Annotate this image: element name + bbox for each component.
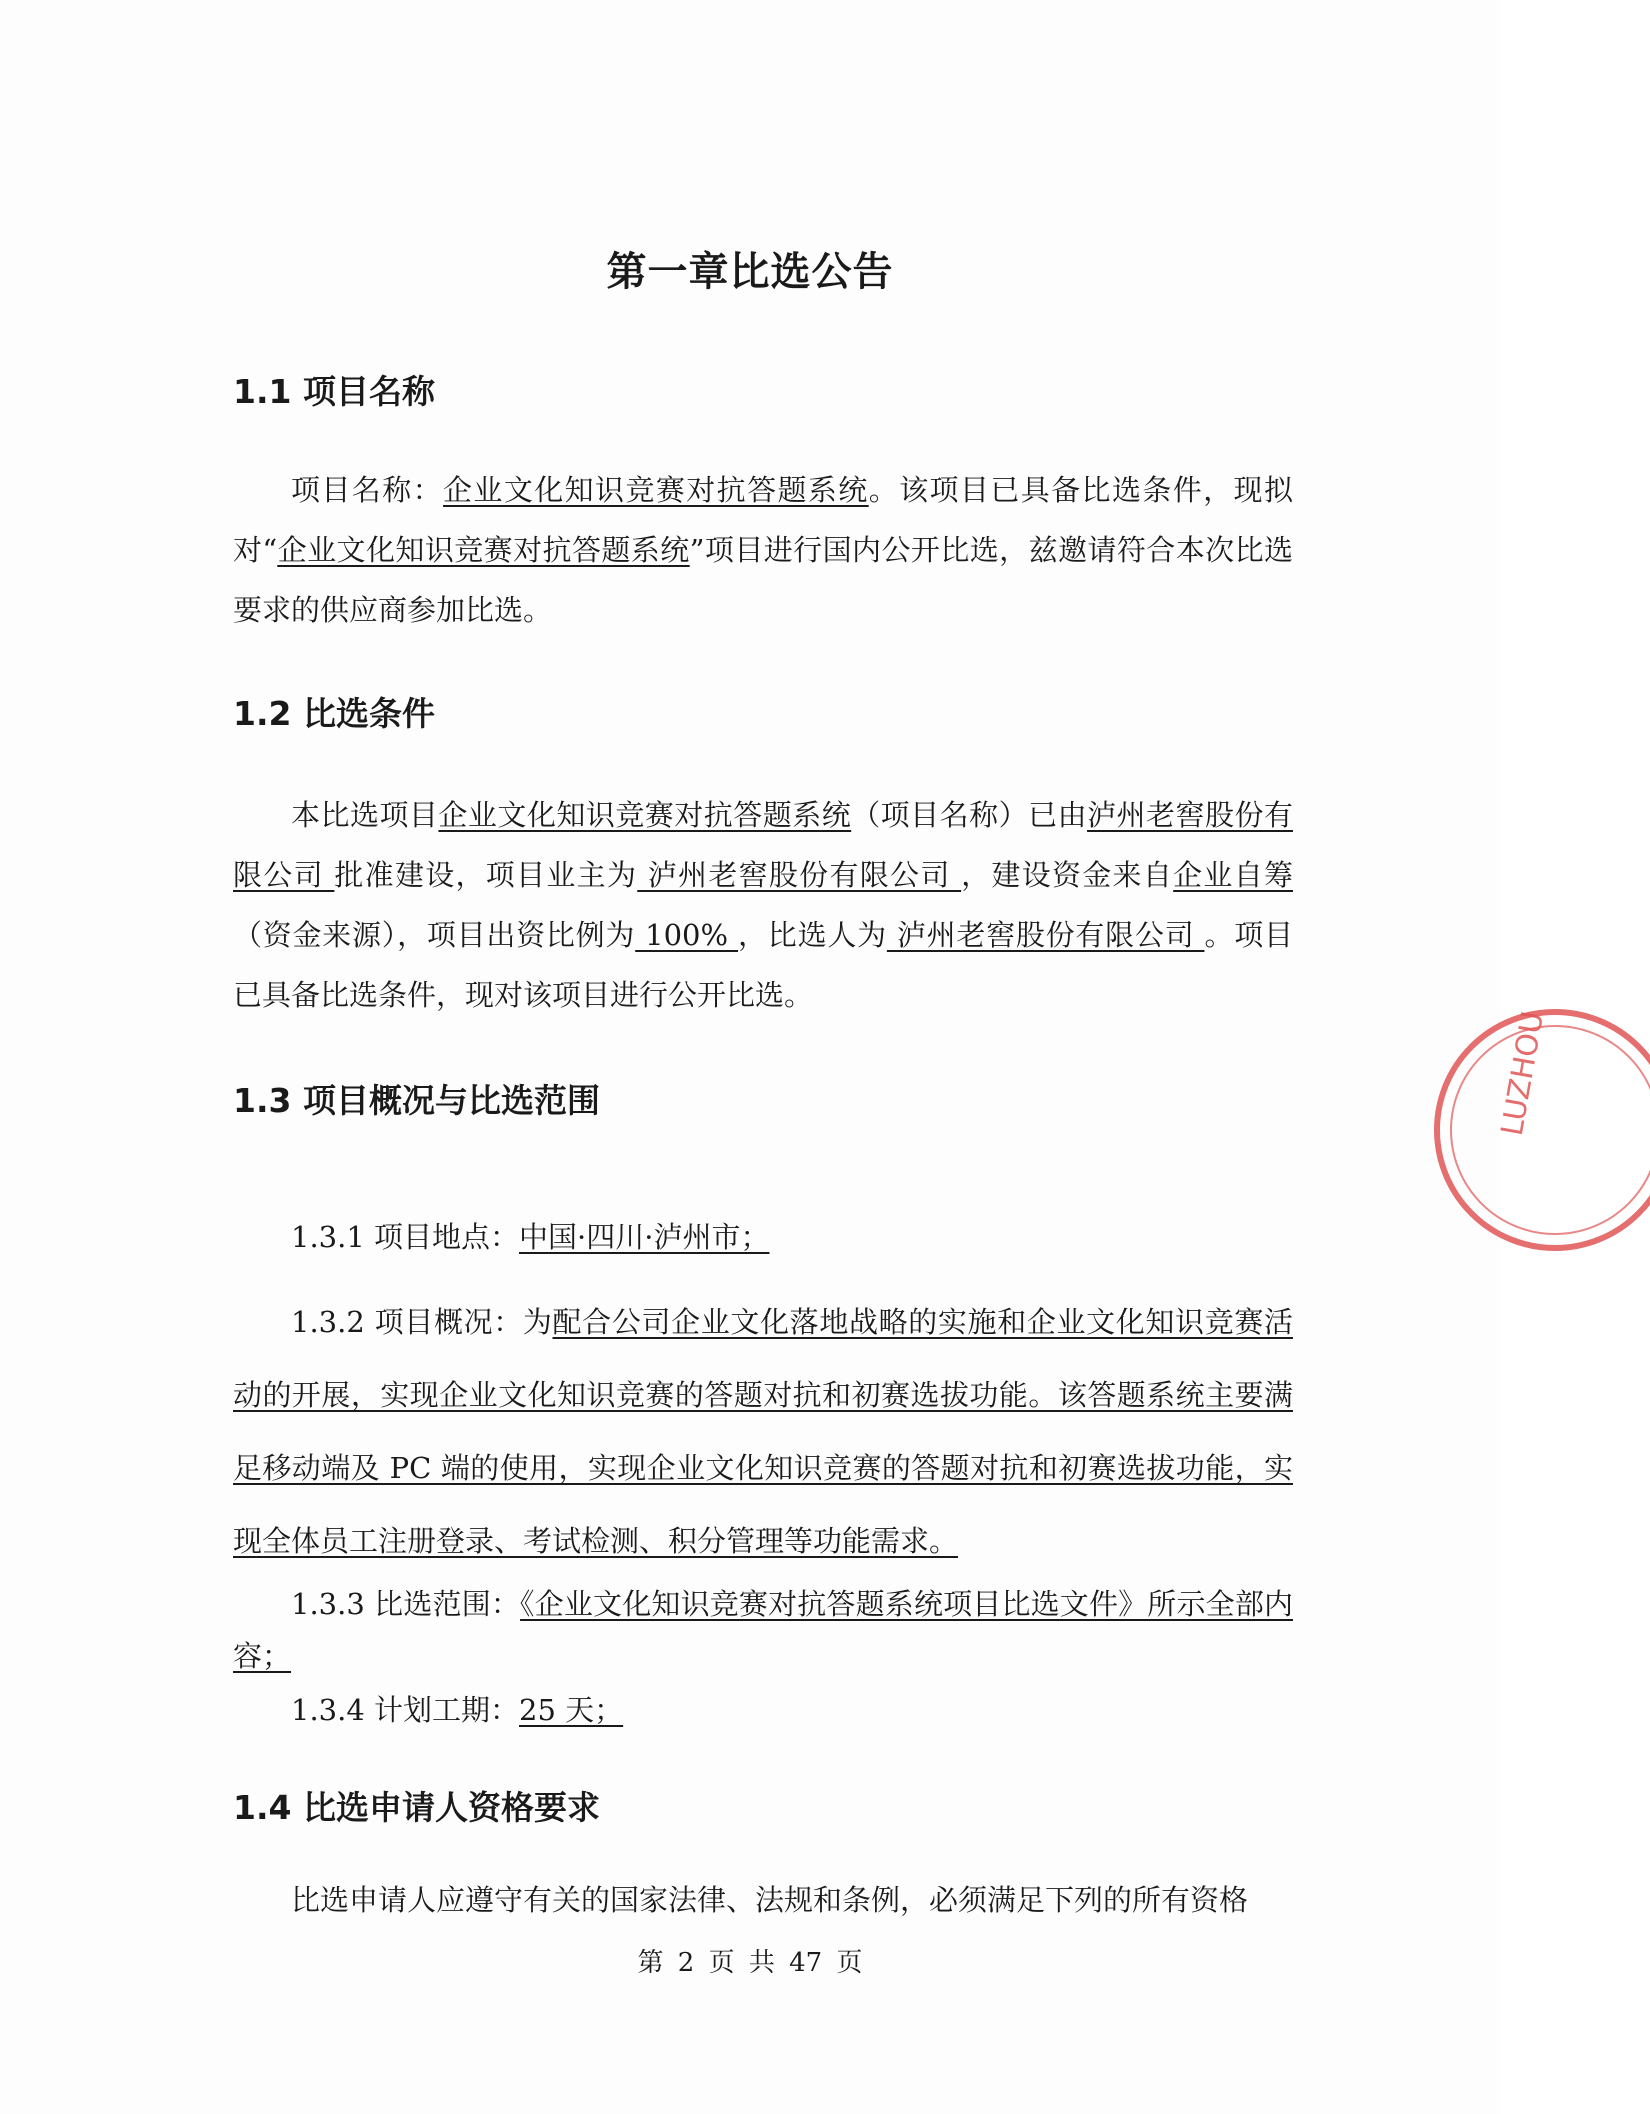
section-1-3-body	[233, 1212, 1293, 1738]
text: 1.3.3 比选范围：	[291, 1587, 521, 1621]
text: ，建设资金来自	[961, 858, 1174, 892]
text: 1.3.2 项目概况：为	[291, 1305, 553, 1339]
project-name-paragraph	[233, 460, 1293, 640]
text: 1.3.4 计划工期：	[291, 1693, 520, 1727]
project-name-value: 企业文化知识竞赛对抗答题系统	[438, 798, 852, 832]
svg-text:LUZHOU: LUZHOU	[1494, 1008, 1552, 1139]
text: 1.3.1 项目地点：	[291, 1220, 520, 1254]
text: （资金来源），项目出资比例为	[233, 918, 636, 952]
overview-value: 配合公司企业文化落地战略的实施和企业文化知识竞赛活动的开展，实现企业文化知识竞赛的答题对抗和初赛选拔功能。该答题系统主要满足移动端及 PC 端的使用，实现企业文化知识竞赛的答题对抗和初赛选拔功能，实现全体员工注册登录、考试检测、积分管理等功能需求。	[233, 1305, 1293, 1558]
funding-source-value: 企业自筹	[1173, 858, 1293, 892]
section-1-4-body	[233, 1875, 1293, 1925]
owner-value: 泸州老窖股份有限公司	[637, 858, 962, 892]
period-value: 25 天；	[519, 1693, 624, 1727]
project-name-value: 企业文化知识竞赛对抗答题系统	[443, 473, 869, 507]
section-1-3-heading: 1.3 项目概况与比选范围	[233, 1081, 600, 1120]
text: 。该项目已具备比选条件，现拟对“	[233, 473, 1293, 567]
project-name-value: 企业文化知识竞赛对抗答题系统	[277, 533, 690, 567]
location-value: 中国·四川·泸州市；	[519, 1220, 770, 1254]
company-seal-stamp	[1430, 990, 1650, 1270]
section-1-4-heading: 1.4 比选申请人资格要求	[233, 1788, 600, 1827]
text: ，比选人为	[738, 918, 887, 952]
funding-ratio-value: 100%	[635, 918, 739, 952]
text: ”项目进行国内公开比选，兹邀请符合本次比选要求的供应商参加比选。	[233, 533, 1293, 627]
selection-scope	[233, 1578, 1293, 1682]
section-1-2-heading: 1.2 比选条件	[233, 694, 435, 733]
section-1-1-body	[233, 460, 1293, 640]
text: 本比选项目	[291, 798, 439, 832]
planned-period	[233, 1682, 1293, 1738]
qualification-paragraph: 比选申请人应遵守有关的国家法律、法规和条例，必须满足下列的所有资格	[291, 1883, 1249, 1917]
section-1-1-heading: 1.1 项目名称	[233, 372, 435, 411]
text: 项目名称：	[291, 473, 444, 507]
project-overview	[233, 1286, 1293, 1578]
text: 。项目已具备比选条件，现对该项目进行公开比选。	[233, 918, 1293, 1012]
approver-value: 泸州老窖股份有限公司	[233, 798, 1293, 892]
text: 批准建设，项目业主为	[334, 858, 638, 892]
chapter-title: 第一章比选公告	[606, 249, 894, 295]
conditions-paragraph	[233, 785, 1293, 1025]
section-1-2-body	[233, 785, 1293, 1025]
text: （项目名称）已由	[851, 798, 1088, 832]
page-number: 第 2 页 共 47 页	[637, 1948, 863, 1978]
project-location	[233, 1212, 1293, 1262]
selector-value: 泸州老窖股份有限公司	[886, 918, 1205, 952]
scope-value: 《企业文化知识竞赛对抗答题系统项目比选文件》所示全部内容；	[233, 1587, 1293, 1673]
